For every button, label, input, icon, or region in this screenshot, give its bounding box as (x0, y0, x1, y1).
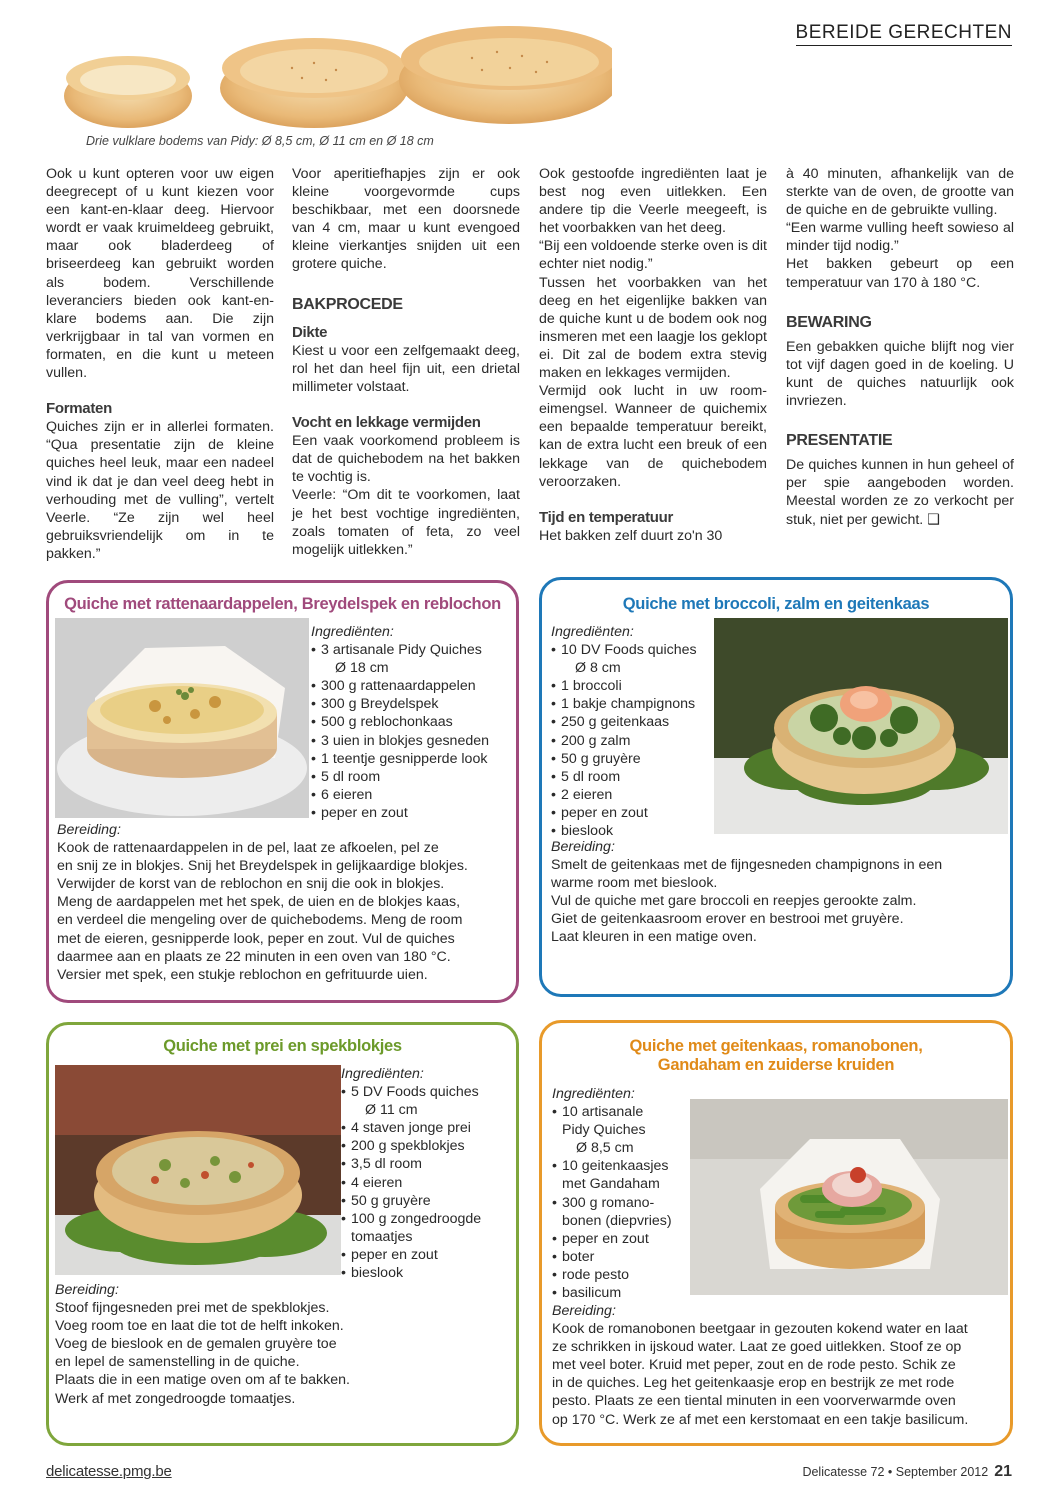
recipe-title-line: Gandaham en zuiderse kruiden (657, 1056, 895, 1074)
preparation-line: Versier met spek, een stukje reblochon en gefrituurde uien. (57, 966, 428, 983)
preparation (57, 821, 512, 984)
paragraph: Voor aperitiefhapjes zijn er ook kleine voorgevormde cups beschikbaar, met een doorsnede van 4 cm, maar u kunt evengoed kleine vierkantjes snijden uit een grotere quiche. (292, 166, 520, 273)
preparation-line: in de quiches. Leg het geitenkaasje erop en bestrijk ze met rode (552, 1375, 955, 1392)
ingredient-item: • peper en zout (551, 804, 721, 822)
ingredient-item: • 1 bakje champignons (551, 695, 721, 713)
quiche-photo (690, 1099, 1008, 1295)
preparation-line: daarmee aan en plaats ze 22 minuten in een oven van 180 °C. (57, 948, 451, 965)
ingredient-item: • boter (552, 1248, 702, 1266)
preparation-line: en lepel de samenstelling in de quiche. (55, 1354, 300, 1371)
article-column-4 (786, 165, 1014, 529)
ingredient-item: • 100 g zongedroogde (341, 1210, 516, 1228)
ingredient-item: • rode pesto (552, 1266, 702, 1284)
ingredient-item: • bieslook (341, 1264, 516, 1282)
ingredient-item: • 300 g rattenaardappelen (311, 677, 511, 695)
page-number: 21 (994, 1463, 1012, 1480)
ingredient-item: Ø 8,5 cm (576, 1140, 634, 1157)
ingredient-item: • 1 broccoli (551, 677, 721, 695)
heading-dikte: Dikte (292, 323, 328, 341)
article-column-2 (292, 165, 520, 559)
recipe-box-3 (46, 1022, 519, 1446)
paragraph: Ook gestoofde ingrediënten laat je best nog even uitlekken. Een andere tip die Veerle meegeeft, is het voorbakken van het deeg. (539, 166, 767, 237)
paragraph: Vermijd ook lucht in uw room-eimengsel. Wanneer de quichemix een bepaalde temperatuur bereikt, kan de extra lucht een breuk of een lekkage van de quichebodem veroorzaken. (539, 383, 767, 490)
quiche-photo (55, 618, 309, 818)
paragraph: Een gebakken quiche blijft nog vier tot vijf dagen goed in de koeling. U kunt de quiches natuurlijk ook invriezen. (786, 338, 1014, 410)
ingredient-item: • 10 DV Foods quiches (551, 641, 721, 659)
ingredient-item: • 200 g zalm (551, 732, 721, 750)
recipe-box-1 (46, 580, 519, 1003)
issue-info (802, 1463, 1012, 1481)
quiche-photo (714, 618, 1008, 834)
preparation-line: Giet de geitenkaasroom erover en bestrooi met gruyère. (551, 911, 904, 928)
recipe-title (542, 1037, 1010, 1075)
ingredient-item: • 3 uien in blokjes gesneden (311, 732, 511, 750)
recipe-box-2 (539, 577, 1013, 997)
ingredients (341, 1065, 516, 1282)
paragraph: à 40 minuten, afhankelijk van de sterkte van de oven, de grootte van de quiche en de gebruikte vulling. (786, 166, 1014, 219)
paragraph: Het bakken zelf duurt zo'n 30 (539, 527, 723, 544)
ingredient-item: • peper en zout (552, 1230, 702, 1248)
preparation (55, 1281, 510, 1408)
ingredient-item: • 50 g gruyère (551, 750, 721, 768)
preparation-label: Bereiding: (551, 839, 615, 855)
ingredients-label: Ingrediënten: (311, 624, 394, 640)
image-caption: Drie vulklare bodems van Pidy: Ø 8,5 cm, Ø 11 cm en Ø 18 cm (86, 134, 434, 148)
ingredients-label: Ingrediënten: (551, 624, 634, 640)
ingredient-item: • 2 eieren (551, 786, 721, 804)
recipe-title: Quiche met rattenaardappelen, Breydelspek en reblochon (64, 595, 501, 613)
preparation (551, 838, 1006, 947)
paragraph: Veerle: “Om dit te voorkomen, laat je het best vochtige ingrediënten, zoals tomaten of feta, zo veel mogelijk uitlekken.” (292, 487, 520, 558)
preparation-line: Vul de quiche met gare broccoli en reepjes gerookte zalm. (551, 893, 917, 910)
preparation-line: Voeg room toe en laat die tot de helft inkoken. (55, 1318, 344, 1335)
paragraph: Tussen het voorbakken van het deeg en het eigenlijke bakken van de quiche kunt u de bodem ook nog insmeren met een laagje los geklopt ei. Dit zal de bodem extra stevig maken en lekkages vermijden. (539, 274, 767, 382)
preparation-line: warme room met bieslook. (551, 875, 718, 892)
recipe-title: Quiche met broccoli, zalm en geitenkaas (622, 595, 930, 613)
ingredient-item: tomaatjes (351, 1228, 413, 1245)
paragraph: Quiches zijn er in allerlei formaten. “Qua presentatie zijn de kleine quiches heel leuk, maar een nadeel vind ik dat je dan veel deeg hebt in verhouding met de vulling”, vertelt Veerle. “Ze zijn wel heel gebruiksvriendelijk om in te pakken.” (46, 419, 274, 562)
ingredient-item: • bieslook (551, 822, 721, 840)
preparation-label: Bereiding: (552, 1303, 616, 1319)
ingredient-item: Ø 11 cm (365, 1102, 418, 1119)
ingredient-item: • peper en zout (341, 1246, 516, 1264)
article-column-1 (46, 165, 274, 563)
preparation-label: Bereiding: (55, 1282, 119, 1298)
paragraph: “Een warme vulling heeft sowieso al minder tijd nodig.” (786, 220, 1014, 255)
section-tag: BEREIDE GERECHTEN (796, 22, 1012, 46)
heading-tijd: Tijd en temperatuur (539, 508, 674, 526)
preparation-line: Laat kleuren in een matige oven. (551, 929, 757, 946)
ingredient-item: • 10 geitenkaasjes (552, 1157, 702, 1175)
heading-vocht: Vocht en lekkage vermijden (292, 414, 481, 432)
preparation-line: en snij ze in blokjes. Snij het Breydelspek in gelijkaardige blokjes. (57, 858, 468, 875)
website-link[interactable]: delicatesse.pmg.be (46, 1463, 172, 1480)
ingredient-item: • basilicum (552, 1284, 702, 1302)
ingredient-item: • 4 staven jonge prei (341, 1119, 516, 1137)
preparation-line: pesto. Plaats ze een tiental minuten in een voorverwarmde oven (552, 1393, 956, 1410)
preparation-line: Plaats die in een matige oven om af te bakken. (55, 1372, 350, 1389)
ingredient-item: • 3,5 dl room (341, 1155, 516, 1173)
ingredients (311, 623, 511, 822)
ingredients (551, 623, 721, 840)
ingredients-label: Ingrediënten: (552, 1086, 635, 1102)
ingredients-label: Ingrediënten: (341, 1066, 424, 1082)
ingredient-item: • 300 g romano- (552, 1194, 702, 1212)
preparation-line: Werk af met zongedroogde tomaatjes. (55, 1390, 296, 1407)
preparation-line: Verwijder de korst van de reblochon en snij die ook in blokjes. (57, 876, 445, 893)
preparation-line: op 170 °C. Werk ze af met een kerstomaat en een takje basilicum. (552, 1411, 969, 1428)
recipe-title: Quiche met prei en spekblokjes (163, 1037, 402, 1055)
paragraph: “Bij een voldoende sterke oven is dit echter niet nodig.” (539, 238, 767, 273)
paragraph: Ook u kunt opteren voor uw eigen deegrecept of u kunt kiezen voor een kant-en-klaar deeg. Hiervoor wordt er vaak kruimeldeeg gebruikt, maar ook bladerdeeg of briseerdeeg kan gebruikt worden als bodem. Verschillende leveranciers bieden ook kant-en-klare bodems aan. Die zijn verkrijgbaar in tal van vormen en formaten, en die kunt u meteen vullen. (46, 166, 274, 382)
paragraph: Kiest u voor een zelfgemaakt deeg, rol het dan heel fijn uit, een drietal millimeter volstaat. (292, 342, 520, 395)
ingredient-item: • 5 dl room (311, 768, 511, 786)
ingredient-item: • 5 dl room (551, 768, 721, 786)
ingredients (552, 1085, 702, 1302)
preparation-line: Stoof fijngesneden prei met de spekblokjes. (55, 1300, 330, 1317)
preparation-line: Meng de aardappelen met het spek, de uien en de blokjes kaas, (57, 894, 461, 911)
preparation-line: Kook de romanobonen beetgaar in gezouten kokend water en laat (552, 1321, 968, 1338)
ingredient-item: • 500 g reblochonkaas (311, 713, 511, 731)
quiche-photo (55, 1065, 341, 1275)
heading-presentatie: PRESENTATIE (786, 432, 893, 450)
preparation-line: Kook de rattenaardappelen in de pel, laat ze afkoelen, pel ze (57, 840, 439, 857)
preparation (552, 1302, 1007, 1429)
issue-label: Delicatesse 72 • September 2012 (802, 1465, 989, 1479)
preparation-label: Bereiding: (57, 822, 121, 838)
preparation-line: Smelt de geitenkaas met de fijngesneden champignons in een (551, 857, 943, 874)
heading-formaten: Formaten (46, 400, 112, 418)
heading-bakprocede: BAKPROCEDE (292, 295, 403, 313)
heading-bewaring: BEWARING (786, 313, 872, 331)
ingredient-item: • 3 artisanale Pidy Quiches (311, 641, 511, 659)
paragraph: Een vaak voorkomend probleem is dat de quichebodem na het bakken te vochtig is. (292, 433, 520, 486)
paragraph: De quiches kunnen in hun geheel of per spie aangeboden worden. Meestal worden ze zo verkocht per stuk, niet per gewicht. ❑ (786, 457, 1014, 528)
ingredient-item: Ø 18 cm (335, 660, 389, 677)
recipe-box-4 (539, 1020, 1013, 1446)
ingredient-item: • 250 g geitenkaas (551, 713, 721, 731)
tart-shells-image (52, 18, 612, 128)
ingredient-item: bonen (diepvries) (562, 1212, 672, 1229)
ingredient-item: • 10 artisanale (552, 1103, 702, 1121)
preparation-line: met veel boter. Kruid met peper, zout en de rode pesto. Schik ze (552, 1357, 956, 1374)
recipe-title-line: Quiche met geitenkaas, romanobonen, (629, 1037, 923, 1055)
ingredient-item: • 4 eieren (341, 1174, 516, 1192)
ingredient-item: • peper en zout (311, 804, 511, 822)
ingredient-item: • 5 DV Foods quiches (341, 1083, 516, 1101)
ingredient-item: • 1 teentje gesnipperde look (311, 750, 511, 768)
preparation-line: Voeg de bieslook en de gemalen gruyère toe (55, 1336, 337, 1353)
preparation-line: ze schrikken in ijskoud water. Laat ze goed uitlekken. Stoof ze op (552, 1339, 962, 1356)
ingredient-item: met Gandaham (562, 1176, 660, 1193)
article-column-3 (539, 165, 767, 545)
ingredient-item: • 200 g spekblokjes (341, 1137, 516, 1155)
preparation-line: met de eieren, gesnipperde look, peper en zout. Vul de quiches (57, 930, 455, 947)
ingredient-item: Ø 8 cm (575, 660, 621, 677)
ingredient-item: • 50 g gruyère (341, 1192, 516, 1210)
ingredient-item: • 6 eieren (311, 786, 511, 804)
preparation-line: en verdeel die mengeling over de quichebodems. Meng de room (57, 912, 463, 929)
ingredient-item: Pidy Quiches (562, 1122, 646, 1139)
ingredient-item: • 300 g Breydelspek (311, 695, 511, 713)
paragraph: Het bakken gebeurt op een temperatuur van 170 à 180 °C. (786, 256, 1014, 291)
